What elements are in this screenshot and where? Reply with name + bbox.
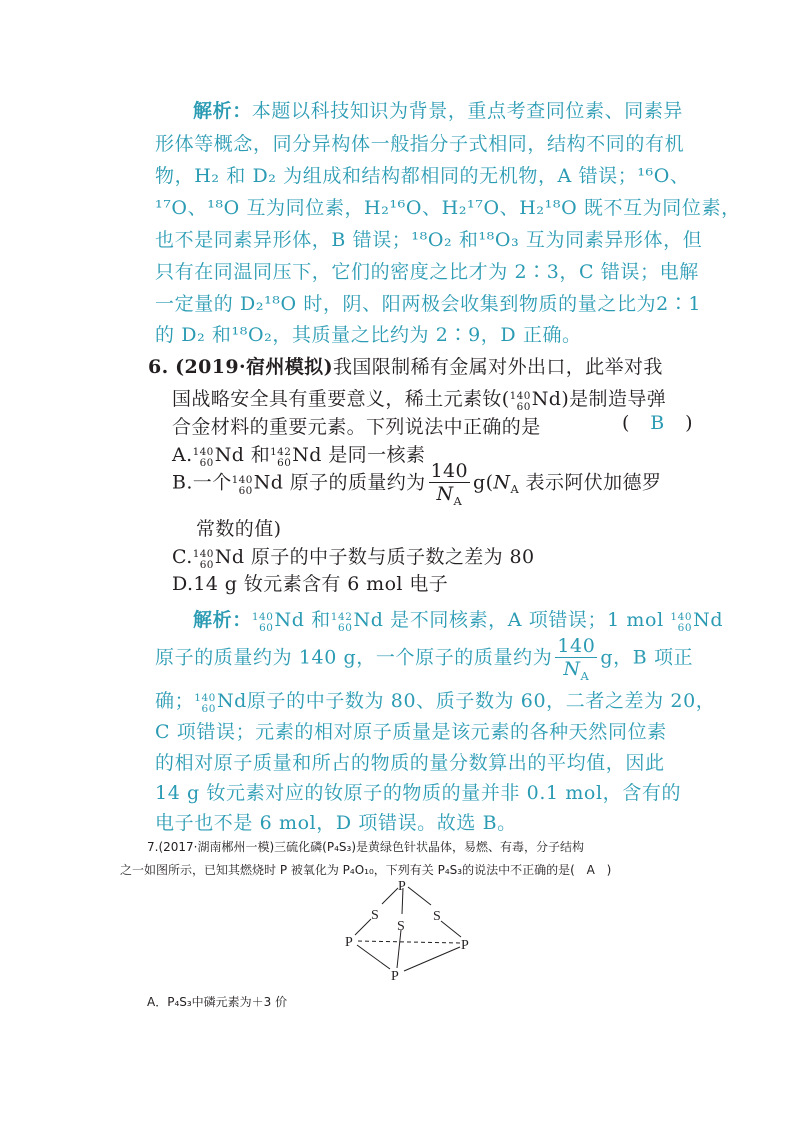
answer-choice: A bbox=[586, 863, 595, 877]
bond bbox=[397, 930, 401, 968]
option-a: A．P₄S₃中磷元素为＋3 价 bbox=[147, 995, 288, 1009]
question-stem: 我国限制稀有金属对外出口，此举对我 bbox=[332, 356, 663, 378]
bond bbox=[382, 888, 398, 904]
explanation-label: 解析： bbox=[193, 100, 252, 122]
isotope-notation: 140 60 bbox=[192, 446, 214, 470]
bond bbox=[355, 919, 371, 935]
isotope-notation: 140 60 bbox=[509, 390, 531, 414]
explanation-line: ¹⁷O、¹⁸O 互为同位素，H₂¹⁶O、H₂¹⁷O、H₂¹⁸O 既不互为同位素， bbox=[155, 197, 741, 219]
question-stem: 之一如图所示，已知其燃烧时 P 被氧化为 P₄O₁₀，下列有关 P₄S₃的说法中不正确的是( bbox=[120, 863, 575, 877]
isotope-notation: 140 60 bbox=[192, 548, 214, 572]
answer-bracket-open: ( bbox=[622, 412, 630, 434]
atom-label: S bbox=[397, 919, 405, 934]
isotope-notation: 140 60 bbox=[231, 473, 253, 497]
isotope-notation: 140 60 bbox=[194, 692, 216, 716]
bond bbox=[441, 921, 461, 937]
answer-bracket-close: ) bbox=[685, 412, 693, 434]
atom-label: S bbox=[371, 908, 379, 923]
explanation-line: 14 g 钕元素对应的钕原子的物质的量并非 0.1 mol，含有的 bbox=[155, 782, 682, 804]
isotope-notation: 142 60 bbox=[270, 446, 292, 470]
bond bbox=[404, 947, 460, 971]
explanation-line: 一定量的 D₂¹⁸O 时，阴、阳两极会收集到物质的量之比为2∶1 bbox=[155, 293, 702, 315]
bond-hidden bbox=[358, 941, 460, 943]
bond bbox=[357, 945, 390, 969]
p4s3-structure-diagram bbox=[335, 875, 485, 990]
explanation-line: 电子也不是 6 mol，D 项错误。故选 B。 bbox=[155, 812, 517, 834]
isotope-notation: 140 60 bbox=[251, 611, 274, 635]
question-stem: 7.(2017·湖南郴州一模)三硫化磷(P₄S₃)是黄绿色针状晶体，易燃、有毒，分子结构 bbox=[147, 840, 585, 854]
atom-label: P bbox=[461, 938, 469, 953]
isotope-notation: 142 60 bbox=[330, 611, 353, 635]
atom-label: P bbox=[345, 935, 353, 950]
isotope-notation: 140 60 bbox=[670, 611, 693, 635]
explanation-label: 解析： bbox=[193, 609, 252, 631]
explanation-line: 只有在同温同压下，它们的密度之比才为 2∶3，C 错误；电解 bbox=[155, 261, 699, 283]
explanation-line: 物，H₂ 和 D₂ 为组成和结构都相同的无机物，A 错误；¹⁶O、 bbox=[155, 165, 690, 187]
answer-choice: B bbox=[650, 412, 665, 434]
option-b-continued: 常数的值) bbox=[196, 518, 282, 540]
option-b: B.一个 140 60 Nd 原子的质量约为 $\frac{140}{N_A}$ $g(N_A$ 表示阿伏加德罗 bbox=[172, 460, 662, 508]
explanation-line: 的 D₂ 和¹⁸O₂，其质量之比约为 2∶9，D 正确。 bbox=[155, 324, 582, 346]
atom-label: P bbox=[391, 969, 399, 984]
explanation-line: C 项错误；元素的相对原子质量是该元素的各种天然同位素 bbox=[155, 721, 667, 743]
fraction: $\frac{140}{N_A}$ bbox=[430, 460, 469, 508]
atom-label: S bbox=[433, 909, 441, 924]
explanation-line: 也不是同素异形体，B 错误；¹⁸O₂ 和¹⁸O₃ 互为同素异形体，但 bbox=[155, 229, 703, 251]
explanation-line: 形体等概念，同分异构体一般指分子式相同，结构不同的有机 bbox=[155, 133, 685, 155]
option-c: C. 140 60 Nd 原子的中子数与质子数之差为 80 bbox=[172, 546, 535, 572]
question-stem: Nd)是制造导弹 bbox=[531, 388, 667, 410]
question-stem: 国战略安全具有重要意义，稀土元素钕( bbox=[172, 388, 510, 410]
question-source: (2019·宿州模拟) bbox=[175, 356, 333, 378]
explanation-line: 本题以科技知识为背景，重点考查同位素、同素异 bbox=[251, 100, 684, 122]
question-stem: 合金材料的重要元素。下列说法中正确的是 bbox=[172, 416, 541, 438]
option-a: A. 140 60 Nd 和 142 60 Nd 是同一核素 bbox=[172, 444, 426, 470]
answer-bracket-close: ) bbox=[606, 863, 612, 877]
atom-label: P bbox=[398, 879, 406, 894]
option-d: D.14 g 钕元素含有 6 mol 电子 bbox=[172, 573, 449, 595]
fraction: $\frac{140}{N_A}$ bbox=[557, 635, 596, 683]
question-number: 6. bbox=[148, 356, 169, 378]
bond bbox=[408, 887, 431, 905]
explanation-line: 的相对原子质量和所占的物质的量分数算出的平均值，因此 bbox=[155, 752, 665, 774]
